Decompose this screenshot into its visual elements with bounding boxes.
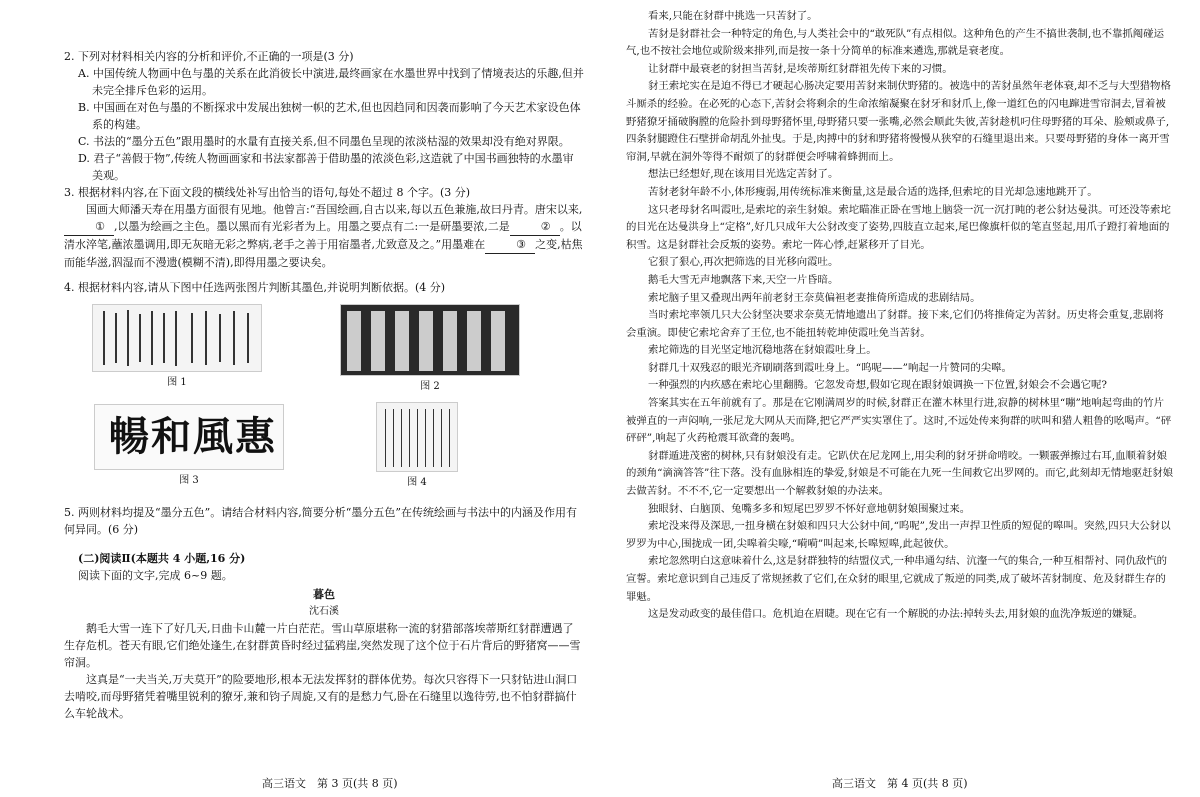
question-3 xyxy=(64,184,584,271)
q2-option-a: A. 中国传统人物画中色与墨的关系在此消彼长中演进,最终画家在水墨世界中找到了情境表达的乐趣,但并未完全排斥色彩的运用。 xyxy=(78,67,584,97)
calligraphy-image-4 xyxy=(376,402,458,472)
story-paragraph: 一种强烈的内疚感在索坨心里翻腾。它忽发奇想,假如它现在跟豺娘调换一下位置,豺娘会不会遇它呢? xyxy=(648,379,1107,392)
story-paragraph: 独眼豺、白脑顶、兔嘴多多和短尾巴罗罗不怀好意地朝豺娘围聚过来。 xyxy=(648,502,971,515)
left-page xyxy=(64,48,584,722)
figure-2 xyxy=(340,304,520,395)
reading-instruction: 阅读下面的文字,完成 6~9 题。 xyxy=(78,569,233,582)
article-para-2: 这真是“一夫当关,万夫莫开”的险要地形,根本无法发挥豺的群体优势。每次只容得下一只豺钻进山洞口去啃咬,而母野猪凭着嘴里锐利的獠牙,兼和钧子周旋,又有的是愁力气,卧在石缝里以逸待劳,也不怕豺群搞什么车轮战术。 xyxy=(64,673,578,720)
story-paragraph: 鹅毛大雪无声地飘落下来,天空一片昏暗。 xyxy=(648,273,839,286)
article-para-1: 鹅毛大雪一连下了好几天,日曲卡山麓一片白茫茫。雪山草原堪称一流的豺猎部落埃蒂斯红豺群遭遇了生存危机。苍天有眼,它们绝处逢生,在豺群黄昏时经过猛鸦崖,突然发现了这个位于石片背后的野猪窝——雪帘洞。 xyxy=(64,622,581,669)
question-2 xyxy=(64,48,584,184)
calligraphy-image-3 xyxy=(94,404,284,470)
story-paragraph: 这是发动政变的最佳借口。危机迫在眉睫。现在它有一个解脱的办法:掉转头去,用豺娘的血洗净叛逆的嫌疑。 xyxy=(648,608,1144,621)
story-paragraph: 苦豺是豺群社会一种特定的角色,与人类社会中的“敢死队”有点相似。这种角色的产生不搞世袭制,也不靠抓阄碰运气,也不按社会地位或阶级来排列,而是按一条十分简单的标准来遴选,那就是衰老度。 xyxy=(626,27,1164,58)
calligraphy-image-1 xyxy=(92,304,262,372)
story-paragraph: 想法已经想好,现在该用目光选定苦豺了。 xyxy=(648,168,839,181)
story-paragraph: 豺群几十双残忍的眼光齐刷刷落到霞吐身上。“呜呢——”响起一片赞同的尖嗥。 xyxy=(648,361,1012,374)
figure-3 xyxy=(94,404,284,489)
q3-text-3: 。以清水淬笔,蘸浓墨调用,即无灰暗无彩之弊病,老手之善于用宿墨者,尤致意及之。”用墨难在 xyxy=(64,220,582,251)
story-paragraph: 索坨没来得及深思,一扭身横在豺娘和四只大公豺中间,“呜呢”,发出一声捍卫性质的短促的嗥叫。突然,四只大公豺以罗罗为中心,围拢成一团,尖嗥着尖嚎,“嗬嗬”叫起来,长嗥短嗥,此起彼伏。 xyxy=(626,520,1171,550)
q3-passage xyxy=(64,201,584,271)
calligraphy-image-2 xyxy=(340,304,520,376)
figure-3-caption: 图 3 xyxy=(179,475,199,486)
question-4 xyxy=(64,279,584,500)
q2-stem: 2. 下列对材料相关内容的分析和评价,不正确的一项是(3 分) xyxy=(64,50,354,63)
story-paragraph: 苦豺老豺年龄不小,体形瘦弱,用传统标准来衡量,这是最合适的选择,但索坨的目光却急速地跳开了。 xyxy=(648,185,1098,198)
reading-head: (二)阅读Ⅱ(本题共 4 小题,16 分) xyxy=(78,552,246,565)
q5-stem: 5. 两则材料均提及“墨分五色”。请结合材料内容,简要分析“墨分五色”在传统绘画与书法中的内涵及作用有何异同。(6 分) xyxy=(64,506,577,536)
story-paragraph: 看来,只能在豺群中挑选一只苦豺了。 xyxy=(648,10,818,22)
story-paragraph: 当时索坨率领几只大公豺坚决要求奈莫无情地遗出了豺群。接下来,它们仍将推倚定为苦豺。历史将会重复,悲剧将会重演。即使它索坨舍弃了王位,也不能扭转乾坤使霞吐免当苦豺。 xyxy=(626,309,1164,339)
figure-1-caption: 图 1 xyxy=(167,377,187,388)
right-page xyxy=(626,8,1174,624)
reading-section xyxy=(64,550,584,722)
story-paragraph: 答案其实在五年前就有了。那是在它刚满周岁的时候,豺群正在灌木林里行进,寂静的树林里“嘣”地响起弯曲的竹片被弹直的一声闷响,一张尼龙大网从天而降,把它严严实实罩住了。这时,不远处传来狗群的吠叫和猎人粗鲁的吆喝声。“砰砰砰”,响起了火药枪震耳欲聋的轰鸣。 xyxy=(626,397,1172,445)
q3-text-1: 国画大师潘天寿在用墨方面很有见地。他曾言:“吾国绘画,自古以来,每以五色兼施,故曰丹青。唐宋以来, xyxy=(86,203,583,216)
figure-4-caption: 图 4 xyxy=(407,477,427,488)
story-paragraph: 索坨筛选的目光坚定地沉稳地落在豺娘霞吐身上。 xyxy=(648,344,877,357)
story-paragraph: 这只老母豺名叫霞吐,是索坨的亲生豺娘。索坨瞄准正卧在雪地上脑袋一沉一沉打盹的老公豺达曼洪。可还没等索坨的目光在达曼洪身上“定格”,好几只成年大公豺改变了姿势,四肢直立起来,尾巴像旗杆似的笔直竖起,用爪子蹬打着地面的积雪。这是豺群社会反叛的姿势。索坨一阵心悸,赶紧移开了目光。 xyxy=(626,203,1171,251)
story-paragraph: 豺王索坨实在是迫不得已才硬起心肠决定要用苦豺来制伏野猪的。被选中的苦豺虽然年老体衰,却不乏与大型猎物格斗厮杀的经验。在必死的心态下,苦豺会将剩余的生命浓缩凝聚在豺牙和豺爪上,像一道红色的闪电蹿进雪帘洞去,冒着被野猪獠牙捅破胸膛的危险扑到母野猪怀里,母野猪只要一张嘴,必然会顺此失彼,苦豺趁机叼住母野猪的耳朵、脸颊或鼻子,四条豺腿蹬住石壁拼命胡乱外扯曳。于是,肉搏中的豺和野猪将慢慢从狭窄的石缝里退出来。只要母野猪的身体一离开雪帘洞,早就在洞外等得不耐烦了的豺群便会呼啸着蜂拥而上。 xyxy=(626,80,1171,163)
q2-option-b: B. 中国画在对色与墨的不断探求中发展出独树一帜的艺术,但也因趋同和因袭而影响了今天艺术家设色体系的构建。 xyxy=(78,101,581,131)
blank-2: ② xyxy=(510,218,560,236)
story-paragraph: 让豺群中最衰老的豺担当苦豺,是埃蒂斯红豺群祖先传下来的习惯。 xyxy=(648,62,953,75)
footer-page-4: 高三语文 第 4 页(共 8 页) xyxy=(832,777,968,790)
figure-4 xyxy=(376,402,458,491)
blank-1: ① xyxy=(64,218,114,236)
q3-stem: 3. 根据材料内容,在下面文段的横线处补写出恰当的语句,每处不超过 8 个字。(3 分) xyxy=(64,186,471,199)
figure-1 xyxy=(92,304,262,391)
figure-2-caption: 图 2 xyxy=(420,381,440,392)
article-author: 沈石溪 xyxy=(309,606,339,617)
blank-3: ③ xyxy=(485,236,535,254)
article-title: 暮色 xyxy=(313,588,335,601)
story-paragraph: 索坨忽然明白这意味着什么,这是豺群独特的结盟仪式,一种串通勾结、沆瀣一气的集合,一种互相帮衬、同仇敌忾的宣誓。索坨意识到自己违反了常规拯救了它们,在众豺的眼里,它就成了叛逆的同类,成了破坏苦豺制度、危及豺群生存的罪魁。 xyxy=(626,555,1168,603)
figure-3-calligraphy: 暢和風惠 xyxy=(109,413,277,460)
footer-page-3: 高三语文 第 3 页(共 8 页) xyxy=(262,777,398,790)
q3-text-4: 之变,枯焦而能华滋,泅湿而不漫遗(模糊不清),即得用墨之要诀矣。 xyxy=(64,238,583,269)
story-paragraph: 豺群遁进茂密的树林,只有豺娘没有走。它趴伏在尼龙网上,用尖利的豺牙拼命啃咬。一颗霰弹擦过右耳,血顺着豺娘的颈角“滴滴答答”往下落。没有血脉相连的挚爱,豺娘是不可能在九死一生间救它出罗网的。而它,此刻却无情地驱赶豺娘去做苦豺。不不不,它一定要想出一个解救豺娘的办法来。 xyxy=(626,449,1174,498)
q2-option-c: C. 书法的“墨分五色”跟用墨时的水量有直接关系,但不同墨色呈现的浓淡枯湿的效果却没有绝对界限。 xyxy=(78,135,570,148)
question-5 xyxy=(64,504,584,538)
figures xyxy=(64,304,584,500)
story-paragraph: 索坨脑子里又叠现出两年前老豺王奈莫偏袒老妻推倚所造成的悲剧结局。 xyxy=(648,291,981,304)
q4-stem: 4. 根据材料内容,请从下图中任选两张图片判断其墨色,并说明判断依据。(4 分) xyxy=(64,281,446,294)
q3-text-2: ,以墨为绘画之主色。墨以黑而有光彩者为上。用墨之要点有二:一是研墨要浓,二是 xyxy=(114,220,510,233)
q2-option-d: D. 君子“善假于物”,传统人物画画家和书法家都善于借助墨的浓淡色彩,这造就了中国书画独特的水墨审美观。 xyxy=(78,152,574,182)
story-paragraph: 它狠了狠心,再次把筛选的目光移向霞吐。 xyxy=(648,256,839,269)
